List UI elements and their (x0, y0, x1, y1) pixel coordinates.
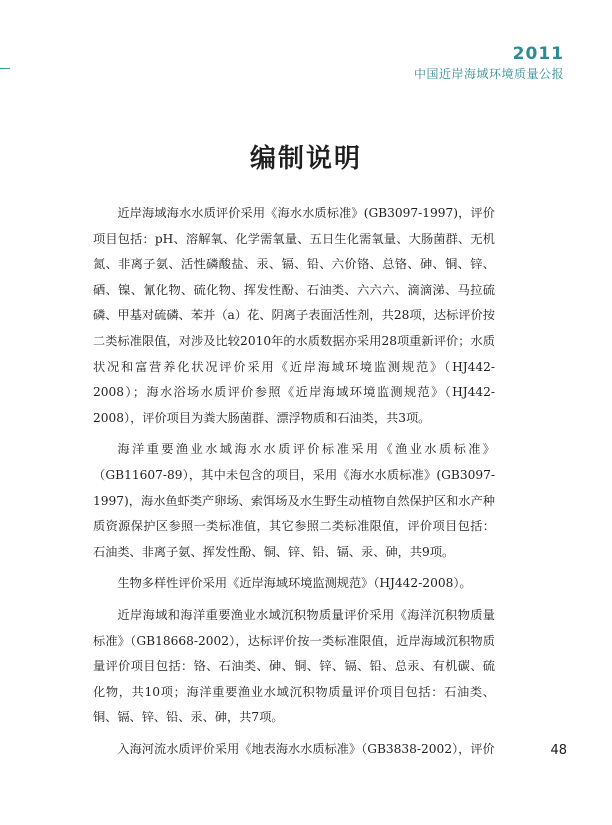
page-number: 48 (550, 743, 567, 758)
page-title: 编制说明 (249, 144, 362, 174)
paragraph-fishery-water: 海洋重要渔业水域海水水质评价标准采用《渔业水质标准》（GB11607-89），其中未包含的项目，采用《海水水质标准》(GB3097-1997)，海水鱼虾类产卵场、索饵场及水生野生动植物自然保护区和水产种质资源保护区参照一类标准值，其它参照二类标准限值，评价项目包括：石油类、非离子氨、挥发性酚、铜、锌、铅、镉、汞、砷，共9项。 (93, 442, 495, 559)
report-year: 2011 (512, 44, 564, 64)
report-title: 中国近岸海域环境质量公报 (413, 67, 564, 81)
header-accent-line (0, 68, 10, 69)
paragraph-sediment-quality: 近岸海域和海洋重要渔业水域沉积物质量评价采用《海洋沉积物质量标准》（GB18668-2002），达标评价按一类标准限值，近岸海域沉积物质量评价项目包括：铬、石油类、砷、铜、锌、镉、铅、总汞、有机碳、硫化物，共10项；海洋重要渔业水域沉积物质量评价项目包括：石油类、铜、镉、锌、铅、汞、砷，共7项。 (93, 607, 495, 725)
paragraph-river-water: 入海河流水质评价采用《地表海水水质标准》（GB3838-2002），评价 (117, 741, 495, 756)
body-text (93, 201, 495, 768)
paragraph-seawater-quality: 近岸海域海水水质评价采用《海水水质标准》(GB3097-1997)，评价项目包括：pH、溶解氧、化学需氧量、五日生化需氧量、大肠菌群、无机氮、非离子氨、活性磷酸盐、汞、镉、铅、六价铬、总铬、砷、铜、锌、硒、镍、氰化物、硫化物、挥发性酚、石油类、六六六、滴滴涕、马拉硫磷、甲基对硫磷、苯并（a）花、阴离子表面活性剂，共28项，达标评价按二类标准限值，对涉及比较2010年的水质数据亦采用28项重新评价；水质状况和富营养化状况评价采用《近岸海域环境监测规范》（HJ442-2008）；海水浴场水质评价参照《近岸海域环境监测规范》（HJ442-2008），评价项目为粪大肠菌群、漂浮物质和石油类，共3项。 (93, 206, 495, 425)
paragraph-biodiversity: 生物多样性评价采用《近岸海域环境监测规范》（HJ442-2008）。 (117, 576, 472, 591)
running-header (414, 44, 564, 82)
